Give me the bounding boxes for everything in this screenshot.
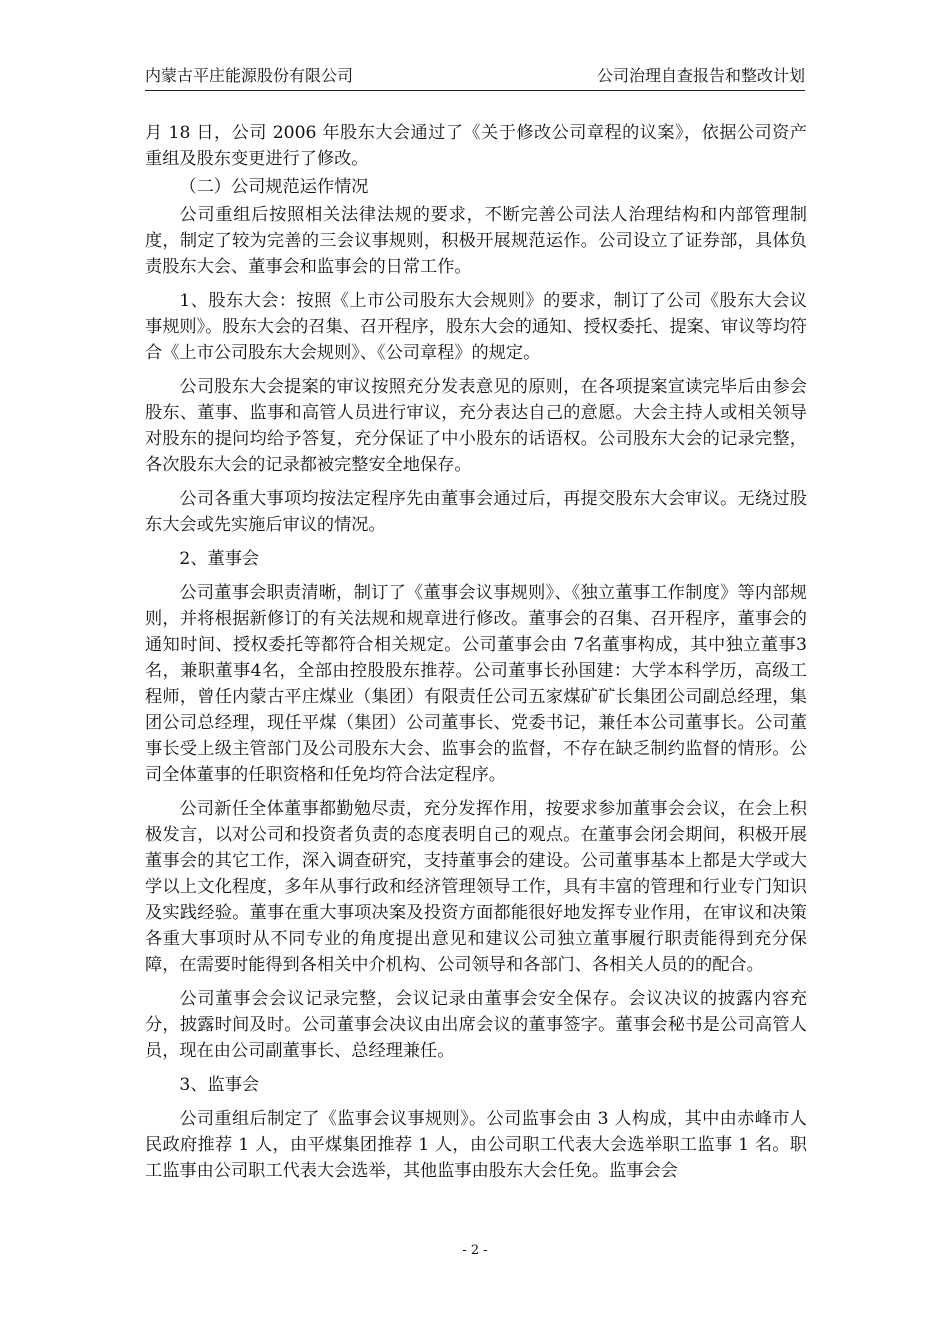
paragraph-shareholders-meeting: 1、股东大会：按照《上市公司股东大会规则》的要求，制订了公司《股东大会议事规则》。股东大会的召集、召开程序，股东大会的通知、授权委托、提案、审议等均符合《上市公司股东大会规则》、《公司章程》的规定。 bbox=[145, 291, 807, 363]
paragraph-operation-intro: 公司重组后按照相关法律法规的要求，不断完善公司法人治理结构和内部管理制度，制定了较为完善的三会议事规则，积极开展规范运作。公司设立了证券部，具体负责股东大会、董事会和监事会的日常工作。 bbox=[145, 205, 807, 277]
header-company-name: 内蒙古平庄能源股份有限公司 bbox=[145, 66, 354, 85]
header-document-title: 公司治理自查报告和整改计划 bbox=[596, 66, 805, 85]
page-header bbox=[145, 64, 805, 91]
subheading-supervisory-board: 3、监事会 bbox=[179, 1075, 260, 1095]
paragraph-shareholders-review: 公司股东大会提案的审议按照充分发表意见的原则，在各项提案宣读完毕后由参会股东、董事、监事和高管人员进行审议，充分表达自己的意愿。大会主持人或相关领导对股东的提问均给予答复，充分保证了中小股东的话语权。公司股东大会的记录完整，各次股东大会的记录都被完整安全地保存。 bbox=[145, 377, 807, 475]
page-number: - 2 - bbox=[462, 1243, 488, 1258]
paragraph-supervisory-board: 公司重组后制定了《监事会议事规则》。公司监事会由 3 人构成，其中由赤峰市人民政府推荐 1 人，由平煤集团推荐 1 人，由公司职工代表大会选举职工监事 1 名。职工监事由公司职工代表大会选举，其他监事由股东大会任免。监事会会 bbox=[145, 1109, 807, 1181]
paragraph-major-matters: 公司各重大事项均按法定程序先由董事会通过后，再提交股东大会审议。无绕过股东大会或先实施后审议的情况。 bbox=[145, 489, 807, 535]
paragraph-board-directors: 公司新任全体董事都勤勉尽责，充分发挥作用，按要求参加董事会会议，在会上积极发言，以对公司和投资者负责的态度表明自己的观点。在董事会闭会期间，积极开展董事会的其它工作，深入调查研究，支持董事会的建设。公司董事基本上都是大学或大学以上文化程度，多年从事行政和经济管理领导工作，具有丰富的管理和行业专门知识及实践经验。董事在重大事项决案及投资方面都能很好地发挥专业作用，在审议和决策各重大事项时从不同专业的角度提出意见和建议公司独立董事履行职责能得到充分保障，在需要时能得到各相关中介机构、公司领导和各部门、各相关人员的的配合。 bbox=[145, 799, 807, 975]
paragraph-board-rules: 公司董事会职责清晰，制订了《董事会议事规则》、《独立董事工作制度》等内部规则，并将根据新修订的有关法规和规章进行修改。董事会的召集、召开程序，董事会的通知时间、授权委托等都符合相关规定。公司董事会由 7名董事构成，其中独立董事3名，兼职董事4名，全部由控股股东推荐。公司董事长孙国建：大学本科学历，高级工程师，曾任内蒙古平庄煤业（集团）有限责任公司五家煤矿矿长集团公司副总经理，集团公司总经理，现任平煤（集团）公司董事长、党委书记，兼任本公司董事长。公司董事长受上级主管部门及公司股东大会、监事会的监督，不存在缺乏制约监督的情形。公司全体董事的任职资格和任免均符合法定程序。 bbox=[145, 583, 807, 785]
paragraph-board-records: 公司董事会会议记录完整，会议记录由董事会安全保存。会议决议的披露内容充分，披露时间及时。公司董事会决议由出席会议的董事签字。董事会秘书是公司高管人员，现在由公司副董事长、总经理兼任。 bbox=[145, 989, 807, 1061]
section-heading-operation: （二）公司规范运作情况 bbox=[179, 177, 369, 197]
document-body bbox=[145, 120, 807, 1192]
paragraph-continuation: 月 18 日，公司 2006 年股东大会通过了《关于修改公司章程的议案》，依据公司资产重组及股东变更进行了修改。 bbox=[145, 123, 807, 169]
subheading-board: 2、董事会 bbox=[179, 549, 260, 569]
